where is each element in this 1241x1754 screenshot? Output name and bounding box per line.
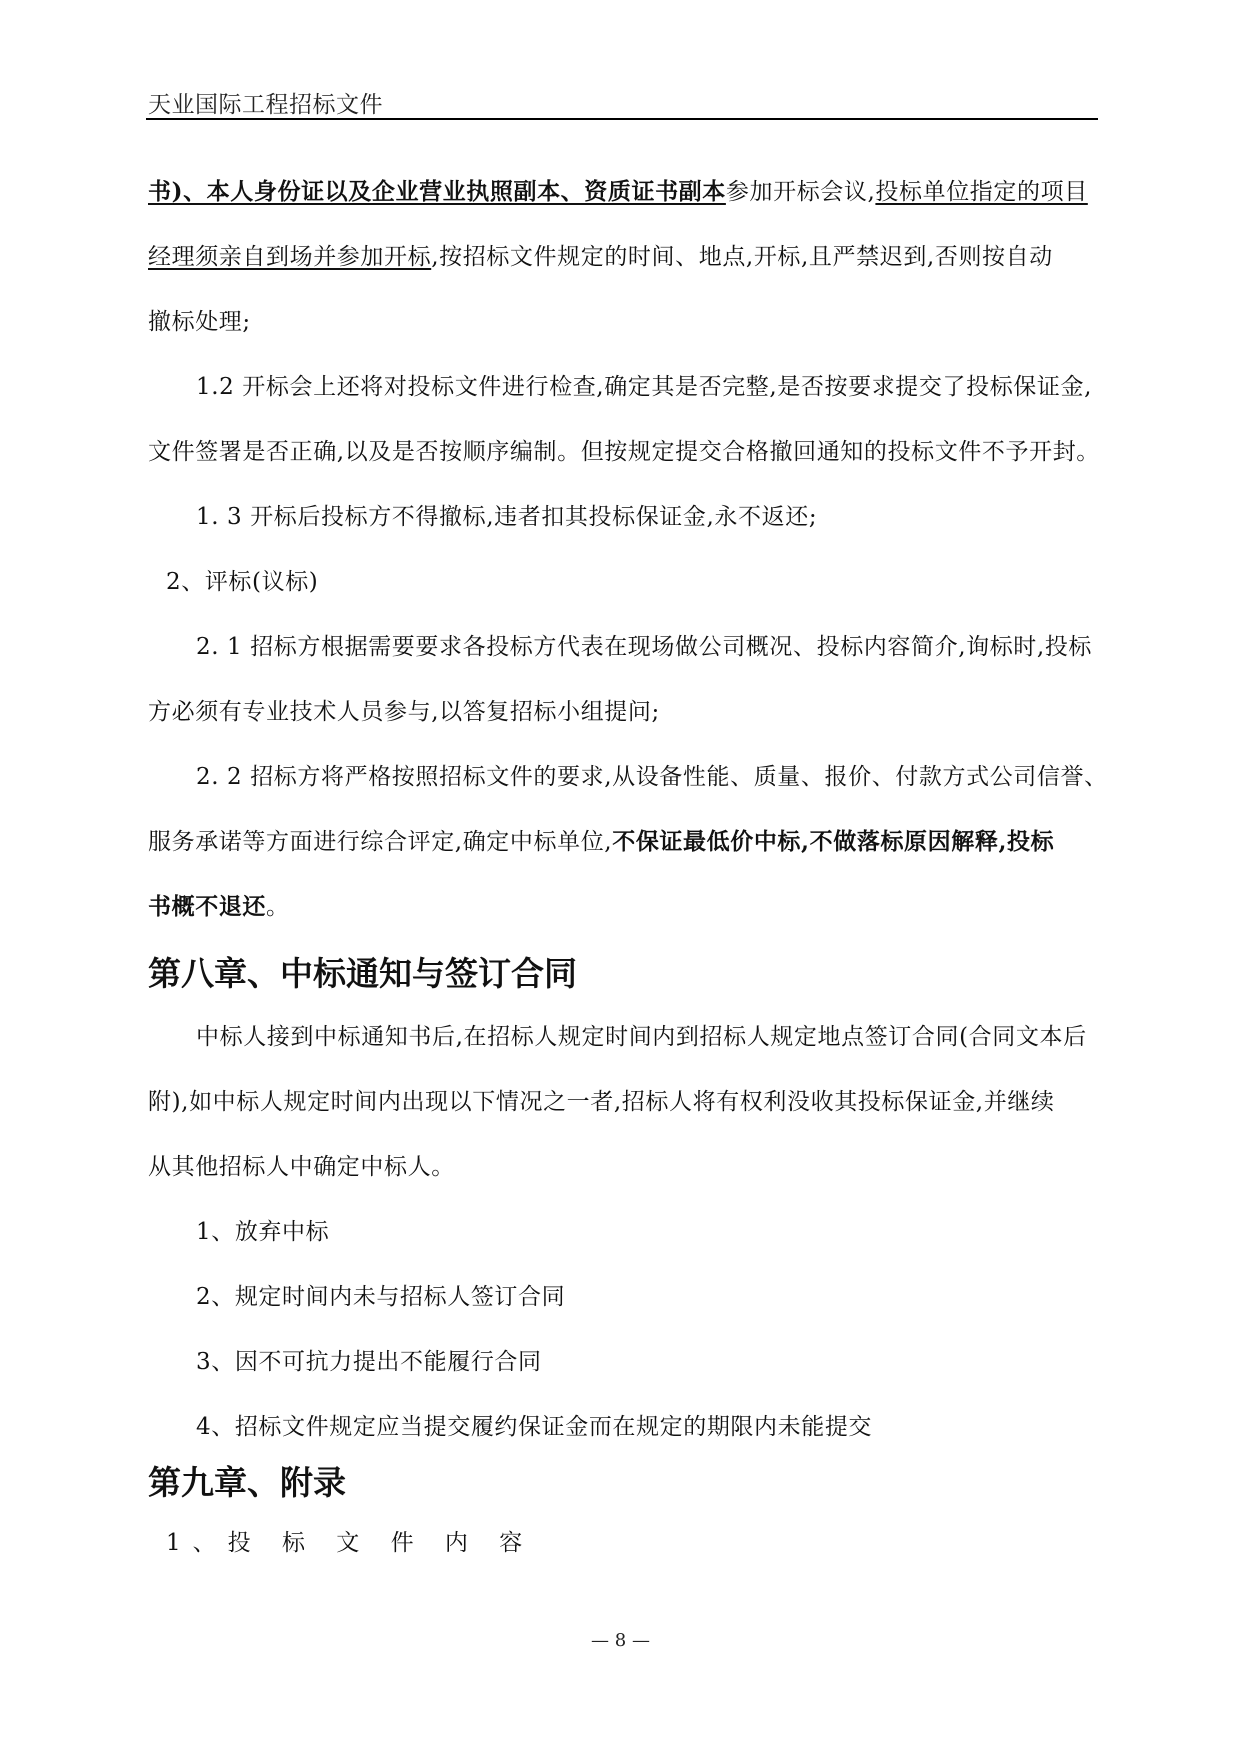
section-heading: 2、评标(议标) (166, 569, 319, 595)
list-item: 1、投 标 文 件 内 容 (166, 1530, 535, 1556)
body-text: 服务承诺等方面进行综合评定,确定中标单位, (148, 829, 613, 855)
paragraph-line: 附),如中标人规定时间内出现以下情况之一者,招标人将有权利没收其投标保证金,并继续 (148, 1089, 1055, 1115)
list-item: 4、招标文件规定应当提交履约保证金而在规定的期限内未能提交 (196, 1414, 873, 1440)
paragraph-line: 从其他招标人中确定中标人。 (148, 1154, 455, 1180)
underlined-text: 投标单位指定的项目 (875, 179, 1088, 205)
list-item: 3、因不可抗力提出不能履行合同 (196, 1349, 542, 1375)
paragraph-line: 1. 3 开标后投标方不得撤标,违者扣其投标保证金,永不返还; (196, 504, 818, 530)
bold-underlined-text: 书)、本人身份证以及企业营业执照副本、资质证书副本 (148, 178, 726, 205)
paragraph-line: 方必须有专业技术人员参与,以答复招标小组提问; (148, 699, 660, 725)
paragraph-line: 文件签署是否正确,以及是否按顺序编制。但按规定提交合格撤回通知的投标文件不予开封。 (148, 439, 1100, 465)
paragraph-line: 撤标处理; (148, 309, 251, 335)
underlined-text: 经理须亲自到场并参加开标 (148, 244, 432, 270)
running-header: 天业国际工程招标文件 (148, 92, 383, 118)
paragraph-line: 2. 2 招标方将严格按照招标文件的要求,从设备性能、质量、报价、付款方式公司信誉、 (196, 764, 1108, 790)
paragraph-line (148, 177, 1100, 207)
page-number: — 8 — (591, 1630, 650, 1651)
paragraph-line: 2. 1 招标方根据需要要求各投标方代表在现场做公司概况、投标内容简介,询标时,投标 (196, 634, 1093, 660)
paragraph-line: 1.2 开标会上还将对投标文件进行检查,确定其是否完整,是否按要求提交了投标保证金, (196, 374, 1093, 400)
bold-text: 书概不退还 (148, 893, 266, 920)
paragraph-line (148, 242, 1100, 272)
paragraph-line: 中标人接到中标通知书后,在招标人规定时间内到招标人规定地点签订合同(合同文本后 (196, 1024, 1087, 1050)
header-rule (146, 118, 1098, 120)
list-item: 1、放弃中标 (196, 1219, 330, 1245)
chapter-heading: 第八章、中标通知与签订合同 (148, 954, 577, 993)
paragraph-line (148, 827, 1100, 857)
list-item: 2、规定时间内未与招标人签订合同 (196, 1284, 566, 1310)
paragraph-line (148, 892, 1100, 922)
bold-text: 不保证最低价中标,不做落标原因解释,投标 (612, 828, 1055, 855)
body-text: ,按招标文件规定的时间、地点,开标,且严禁迟到,否则按自动 (431, 244, 1053, 270)
body-text: 。 (266, 894, 290, 920)
body-text: 参加开标会议, (725, 179, 876, 205)
chapter-heading: 第九章、附录 (148, 1463, 346, 1502)
